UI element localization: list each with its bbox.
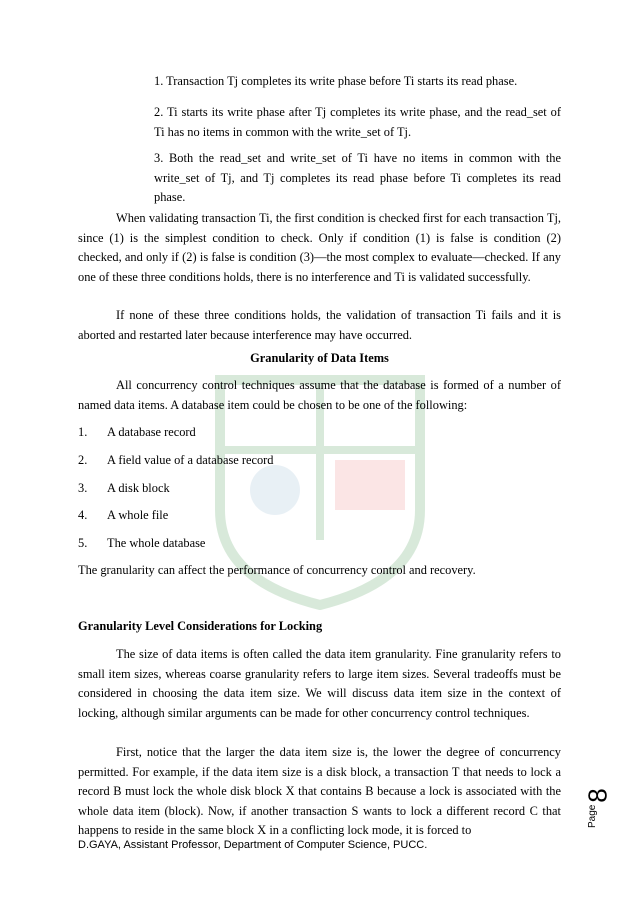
list-number: 3.: [78, 480, 88, 495]
paragraph-validating: When validating transaction Ti, the first condition is checked first for each transaction Tj, since (1) is the simplest condition to check. Only if condition (1) is false is condition (2) checked, and only if (2) is false is condition (3)—the most complex to evaluate—checked. If any one of these three conditions holds, there is no interference and Ti is validated successfully.: [78, 211, 561, 284]
paragraph-none-hold: If none of these three conditions holds, the validation of transaction Ti fails and it is aborted and restarted later because interference may have occurred.: [78, 308, 561, 342]
page-label: Page: [587, 804, 598, 828]
list-text: A whole file: [107, 508, 169, 523]
list-number: 4.: [78, 508, 88, 523]
paragraph-size: The size of data items is often called the data item granularity. Fine granularity refers to small item sizes, whereas coarse granularity refers to large item sizes. Several tradeoffs must be considered in choosing the data item size. We will discuss data item size in the context of locking, although similar arguments can be made for other concurrency control techniques.: [78, 647, 561, 720]
granularity-affect-line: The granularity can affect the performance of concurrency control and recovery.: [78, 563, 476, 577]
list-text: A database record: [107, 425, 196, 439]
paragraph-first: First, notice that the larger the data item size is, the lower the degree of concurrency permitted. For example, if the data item size is a disk block, a transaction T that needs to lock a record B must lock the whole disk block X that contains B because a lock is associated with the whole data item (block). Now, if another transaction S wants to lock a different record C that happens to reside in the same block X in a conflicting lock mode, it is forced to: [78, 745, 561, 837]
condition-3: 3. Both the read_set and write_set of Ti have no items in common with the write_set of Tj, and Tj completes its read phase before Ti completes its read phase.: [154, 151, 561, 204]
paragraph-all-techniques: All concurrency control techniques assume that the database is formed of a number of named data items. A database item could be chosen to be one of the following:: [78, 378, 561, 412]
list-number: 5.: [78, 536, 88, 551]
heading-considerations: Granularity Level Considerations for Locking: [78, 619, 323, 633]
list-number: 2.: [78, 452, 88, 467]
condition-2: 2. Ti starts its write phase after Tj completes its write phase, and the read_set of Ti has no items in common with the write_set of Tj.: [154, 105, 561, 139]
heading-granularity: Granularity of Data Items: [250, 351, 389, 365]
list-text: A field value of a database record: [107, 452, 274, 467]
page-number: 8: [582, 788, 613, 803]
page-number-marker: [581, 740, 621, 850]
list-text: The whole database: [107, 536, 206, 551]
list-number: 1.: [78, 425, 88, 439]
list-text: A disk block: [107, 480, 170, 495]
condition-1: 1. Transaction Tj completes its write phase before Ti starts its read phase.: [154, 74, 518, 88]
footer-author: D.GAYA, Assistant Professor, Department of Computer Science, PUCC.: [78, 839, 428, 851]
